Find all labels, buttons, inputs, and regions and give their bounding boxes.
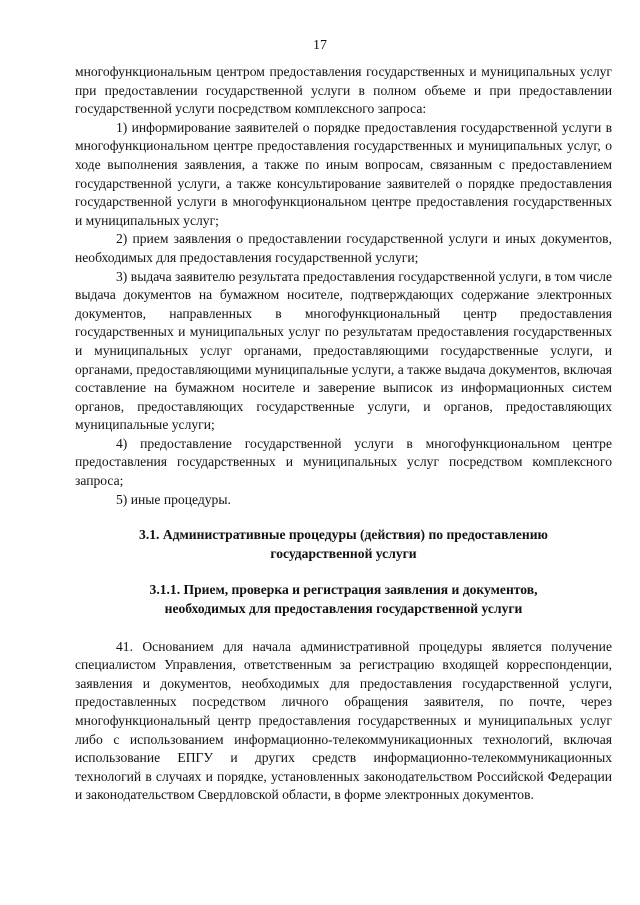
list-item-5: 5) иные процедуры. — [116, 491, 231, 507]
section-heading-3-1-line2: государственной услуги — [270, 545, 417, 561]
section-heading-3-1 — [75, 526, 612, 563]
intro-paragraph: многофункциональным центром предоставления государственных и муниципальных услуг при предоставлении государственной услуги в полном объеме и при предоставлении государственной услуги посредством комплексного запроса: — [75, 64, 612, 117]
list-item-2: 2) прием заявления о предоставлении государственной услуги и иных документов, необходимых для предоставления государственной услуги; — [75, 231, 612, 265]
list-item-4: 4) предоставление государственной услуги в многофункциональном центре предоставления государственных и муниципальных услуг посредством комплексного запроса; — [75, 435, 612, 489]
list-item-1: 1) информирование заявителей о порядке предоставления государственной услуги в многофункциональном центре предоставления государственных и муниципальных услуг, о ходе выполнения заявления, а также по иным вопросам, связанным с предоставлением государственной услуги, а также консультирование заявителей о порядке предоставления государственной услуги в многофункциональном центре предоставления государственных и муниципальных услуг; — [75, 119, 612, 228]
page-number: 17 — [313, 38, 327, 53]
list-item-3: 3) выдача заявителю результата предоставления государственной услуги, в том числе выдача документов на бумажном носителе, подтверждающих содержание электронных документов, направленных в многофункциональный центр предоставления государственных и муниципальных услуг по результатам предоставления государственных и муниципальных услуг органами, предоставляющими государственные услуги, и органами, предоставляющими муниципальные услуги, а также выдача документов, включая составление на бумажном носителе и заверение выписок из информационных систем органов, предоставляющих государственные услуги, и органов, предоставляющих муниципальные услуги; — [75, 268, 612, 433]
spacer — [75, 619, 612, 638]
section-heading-3-1-1-line1: 3.1.1. Прием, проверка и регистрация заявления и документов, — [149, 582, 538, 598]
section-heading-3-1-line1: 3.1. Административные процедуры (действия) по предоставлению — [139, 527, 548, 543]
section-heading-3-1-1 — [75, 581, 612, 618]
page-content — [75, 63, 612, 805]
section-heading-3-1-1-line2: необходимых для предоставления государственной услуги — [164, 601, 523, 617]
paragraph-41: 41. Основанием для начала административной процедуры является получение специалистом Управления, ответственным за регистрацию входящей корреспонденции, заявления и документов, необходимых для предоставления государственной услуги, предоставленных посредством личного обращения заявителя, по почте, через многофункциональный центр предоставления государственных и муниципальных услуг либо с использованием информационно-телекоммуникационных технологий, включая использование ЕПГУ и других средств информационно-телекоммуникационных технологий в случаях и порядке, установленных законодательством Российской Федерации и законодательством Свердловской области, в форме электронных документов. — [75, 638, 612, 803]
